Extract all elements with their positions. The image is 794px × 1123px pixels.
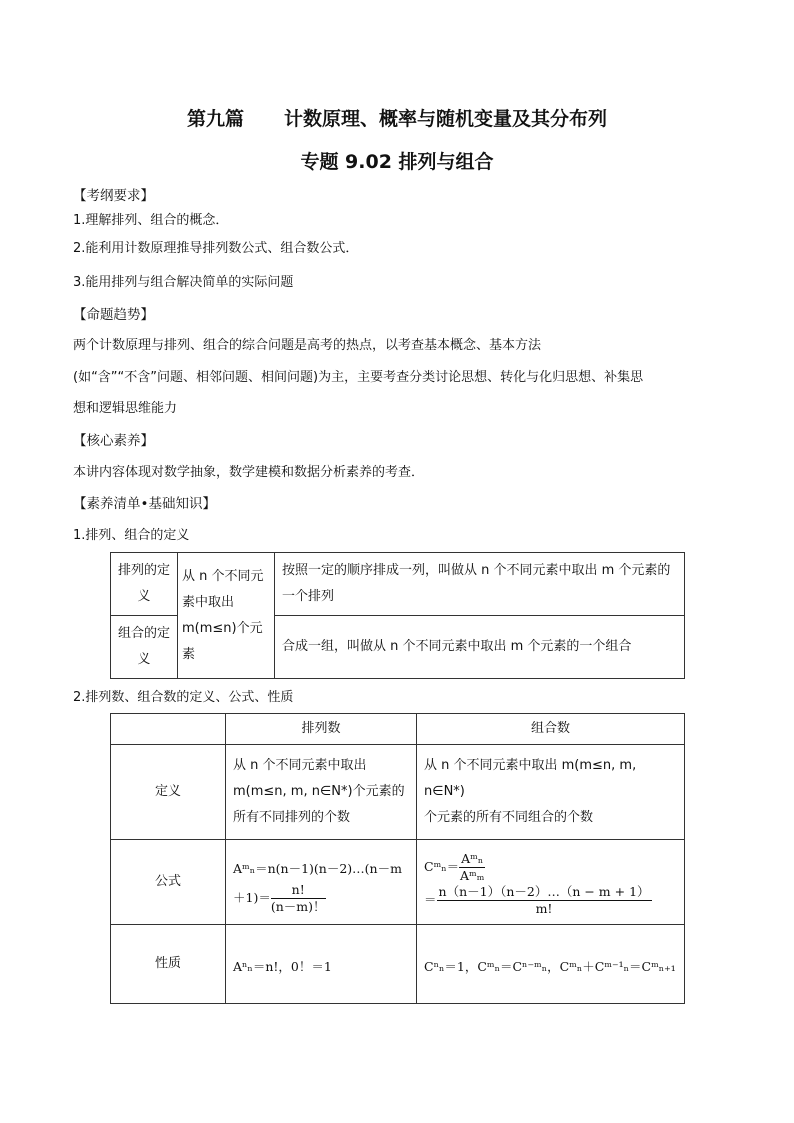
- perm-fraction: $\frac{n!}{(n-m)!}$: [270, 881, 326, 914]
- cell-perm-formula: Aᵐₙ＝n(n－1)(n－2)…(n－m ＋1)＝ $\frac{n!}{(n-m)!}$: [226, 840, 417, 925]
- header-comb: 组合数: [417, 714, 685, 745]
- heading-qingdan: 【素养清单•基础知识】: [73, 496, 216, 512]
- chapter-name: 计数原理、概率与随机变量及其分布列: [284, 108, 608, 130]
- heading-hexin: 【核心素养】: [73, 433, 154, 449]
- chapter-title: [0, 104, 794, 131]
- item-1-heading: 1.排列、组合的定义: [73, 528, 190, 543]
- cell-comb-definition: 从 n 个不同元素中取出 m(m≤n, m, n∈N*) 个元素的所有不同组合的个数: [417, 745, 685, 840]
- chapter-number: 第九篇: [186, 108, 244, 130]
- cell-perm-def-text: 按照一定的顺序排成一列，叫做从 n 个不同元素中取出 m 个元素的一个排列: [275, 553, 685, 616]
- comb-fraction-1: $\frac{\text{Aᵐₙ}}{\text{Aᵐₘ}}$: [460, 851, 485, 883]
- definition-table: [110, 552, 685, 679]
- kaogang-item-3: 3.能用排列与组合解决简单的实际问题: [73, 275, 294, 290]
- comb-fraction-2: $\frac{n(n-1)(n-2)\dots(n - m + 1)}{m!}$: [438, 884, 650, 916]
- cell-shared-condition: 从 n 个不同元 素中取出 m(m≤n)个元素: [178, 553, 275, 679]
- header-empty: [111, 714, 226, 745]
- kaogang-item-2: 2.能利用计数原理推导排列数公式、组合数公式．: [73, 241, 359, 256]
- row-label-property: 性质: [111, 925, 226, 1004]
- cell-perm-property: Aⁿₙ＝n!，0！＝1: [226, 925, 417, 1004]
- mingti-line-2: (如“含”“不含”问题、相邻问题、相间问题)为主，主要考查分类讨论思想、转化与化归思想、补集思: [73, 370, 644, 385]
- header-perm: 排列数: [226, 714, 417, 745]
- cell-comb-formula: Cᵐₙ＝ $\frac{\text{Aᵐₙ}}{\text{Aᵐₘ}}$ ＝ $\frac{n(n-1)(n-2)\dots(n - m + 1)}{m!}$: [417, 840, 685, 925]
- mingti-line-1: 两个计数原理与排列、组合的综合问题是高考的热点，以考查基本概念、基本方法: [73, 338, 542, 353]
- topic-title: 专题 9.02 排列与组合: [300, 151, 494, 173]
- row-label-definition: 定义: [111, 745, 226, 840]
- cell-comb-def-text: 合成一组，叫做从 n 个不同元素中取出 m 个元素的一个组合: [275, 616, 685, 679]
- cell-perm-def-label: 排列的定义: [111, 553, 178, 616]
- cell-comb-property: Cⁿₙ＝1，Cᵐₙ＝Cⁿ⁻ᵐₙ，Cᵐₙ＋Cᵐ⁻¹ₙ＝Cᵐₙ₊₁: [417, 925, 685, 1004]
- heading-kaogang: 【考纲要求】: [73, 188, 154, 204]
- kaogang-item-1: 1.理解排列、组合的概念．: [73, 213, 229, 228]
- item-2-heading: 2.排列数、组合数的定义、公式、性质: [73, 690, 294, 705]
- cell-comb-def-label: 组合的定义: [111, 616, 178, 679]
- cell-perm-definition: 从 n 个不同元素中取出 m(m≤n, m, n∈N*)个元素的 所有不同排列的个数: [226, 745, 417, 840]
- mingti-line-3: 想和逻辑思维能力: [73, 401, 178, 416]
- hexin-line: 本讲内容体现对数学抽象，数学建模和数据分析素养的考查．: [73, 465, 425, 480]
- heading-mingti: 【命题趋势】: [73, 307, 154, 323]
- row-label-formula: 公式: [111, 840, 226, 925]
- formula-table: [110, 713, 685, 1004]
